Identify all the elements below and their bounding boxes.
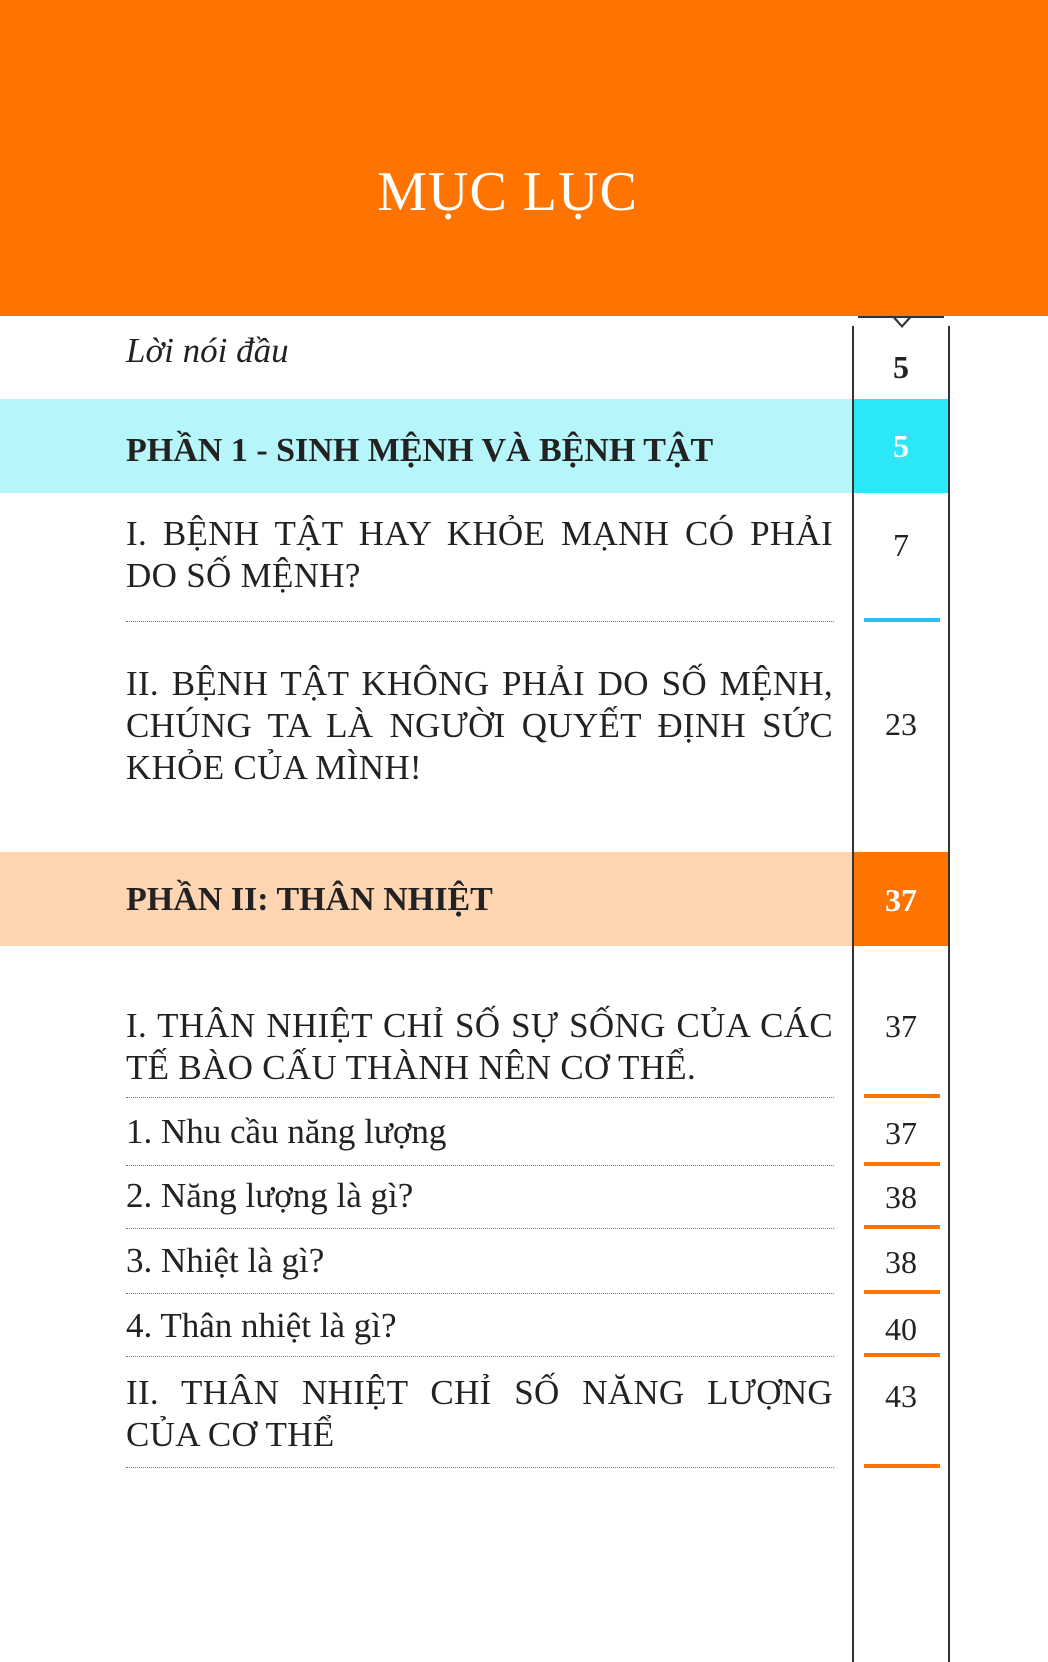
header-banner [0,0,1048,316]
page-column-notch-inner [896,318,908,325]
toc-entry-part-2[interactable]: PHẦN II: THÂN NHIỆT [126,881,493,918]
toc-page-2-i-1: 37 [885,1115,917,1151]
toc-entry-1-i[interactable]: I. BỆNH TẬT HAY KHỎE MẠNH CÓ PHẢI DO SỐ MỆNH? [126,514,833,595]
toc-page-1-i: 7 [893,527,909,563]
toc-entry-2-i-4[interactable]: 4. Thân nhiệt là gì? [126,1306,397,1345]
toc-page-2-i-3: 38 [885,1244,917,1280]
toc-entry-2-i[interactable]: I. THÂN NHIỆT CHỈ SỐ SỰ SỐNG CỦA CÁC TẾ BÀO CẤU THÀNH NÊN CƠ THỂ. [126,1006,833,1087]
toc-separator [126,1356,834,1357]
toc-entry-2-i-3[interactable]: 3. Nhiệt là gì? [126,1241,325,1280]
toc-page-2-i: 37 [885,1008,917,1044]
page-underline-mark [864,1290,940,1294]
toc-separator [126,1165,834,1166]
page-column-right-rule [948,326,950,1662]
page-underline-mark [864,1464,940,1468]
toc-separator [126,1228,834,1229]
toc-entry-2-ii[interactable]: II. THÂN NHIỆT CHỈ SỐ NĂNG LƯỢNG CỦA CƠ THỂ [126,1373,833,1454]
page-underline-mark [864,1353,940,1357]
toc-separator [126,621,834,622]
toc-separator [126,1097,834,1098]
page-underline-mark [864,1225,940,1229]
page-underline-mark [864,618,940,622]
toc-page-2-i-2: 38 [885,1179,917,1215]
toc-entry-2-i-1[interactable]: 1. Nhu cầu năng lượng [126,1112,447,1151]
toc-page-preface: 5 [893,349,909,385]
toc-separator [126,1293,834,1294]
toc-entry-part-1[interactable]: PHẦN 1 - SINH MỆNH VÀ BỆNH TẬT [126,432,714,469]
toc-entry-preface[interactable]: Lời nói đầu [126,331,289,370]
toc-page-1-ii: 23 [885,706,917,742]
page-underline-mark [864,1094,940,1098]
page-title: MỤC LỤC [377,161,638,223]
toc-page-part-1: 5 [893,428,909,464]
toc-page-2-ii: 43 [885,1378,917,1414]
toc-entry-2-i-2[interactable]: 2. Năng lượng là gì? [126,1176,414,1215]
page-underline-mark [864,1162,940,1166]
toc-page-2-i-4: 40 [885,1311,917,1347]
toc-entry-1-ii[interactable]: II. BỆNH TẬT KHÔNG PHẢI DO SỐ MỆNH, CHÚNG TA LÀ NGƯỜI QUYẾT ĐỊNH SỨC KHỎE CỦA MÌNH! [126,664,833,787]
toc-separator [126,1467,834,1468]
toc-page-part-2: 37 [885,882,917,918]
